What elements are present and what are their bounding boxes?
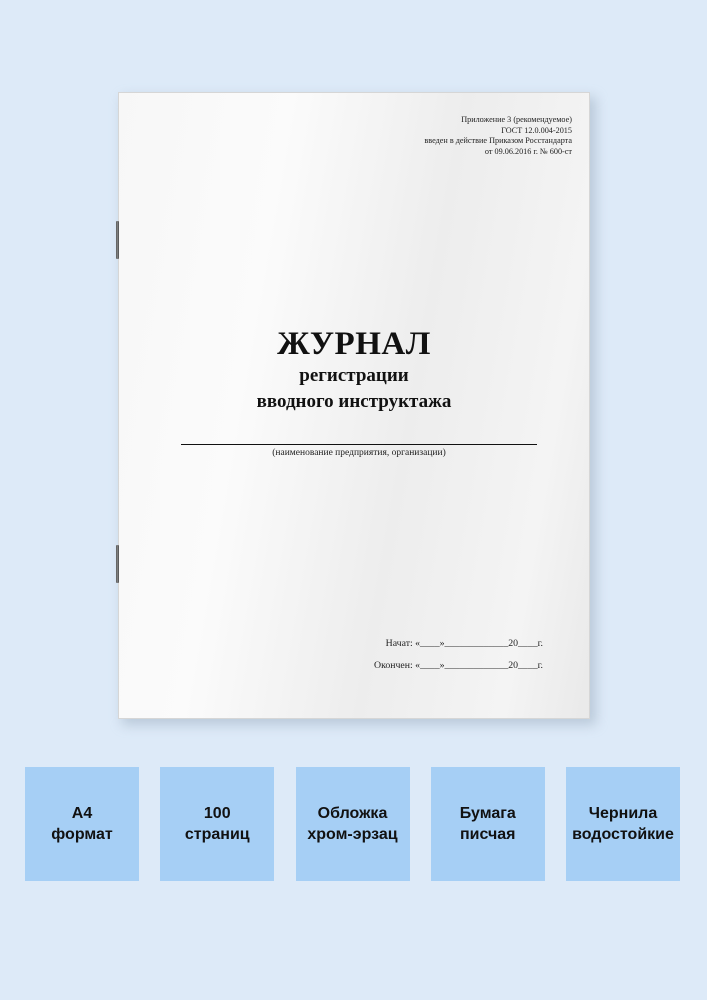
feature-label: 100 страниц xyxy=(184,805,250,843)
feature-label: Обложка хром-эрзац xyxy=(307,805,398,843)
started-date: Начат: «____»_____________20____г. xyxy=(385,638,543,649)
feature-tiles xyxy=(25,767,680,881)
feature-tile-pages xyxy=(160,767,274,881)
finished-date: Окончен: «____»_____________20____г. xyxy=(374,660,543,671)
journal-cover xyxy=(118,92,590,719)
appendix-line: Приложение 3 (рекомендуемое) xyxy=(461,115,572,124)
feature-label: А4 формат xyxy=(51,805,113,843)
feature-label: Чернила водостойкие xyxy=(572,805,674,843)
title-block xyxy=(119,325,589,415)
journal-title: ЖУРНАЛ xyxy=(277,326,431,362)
appendix-line: ГОСТ 12.0.004-2015 xyxy=(501,125,572,135)
dates-block xyxy=(374,633,543,677)
feature-tile-cover xyxy=(296,767,410,881)
journal-subtitle-line1: регистрации xyxy=(299,365,409,386)
feature-label: Бумага писчая xyxy=(459,805,516,843)
appendix-line: от 09.06.2016 г. № 600-ст xyxy=(484,146,572,156)
journal-subtitle-line2: вводного инструктажа xyxy=(256,391,452,412)
feature-tile-format xyxy=(25,767,139,881)
organization-line xyxy=(181,444,537,445)
organization-caption: (наименование предприятия, организации) xyxy=(272,448,446,458)
feature-tile-paper xyxy=(431,767,545,881)
appendix-line: введен в действие Приказом Росстандарта xyxy=(424,136,572,146)
staple xyxy=(116,545,119,583)
feature-tile-ink xyxy=(566,767,680,881)
staple xyxy=(116,221,119,259)
appendix-note xyxy=(424,115,572,157)
